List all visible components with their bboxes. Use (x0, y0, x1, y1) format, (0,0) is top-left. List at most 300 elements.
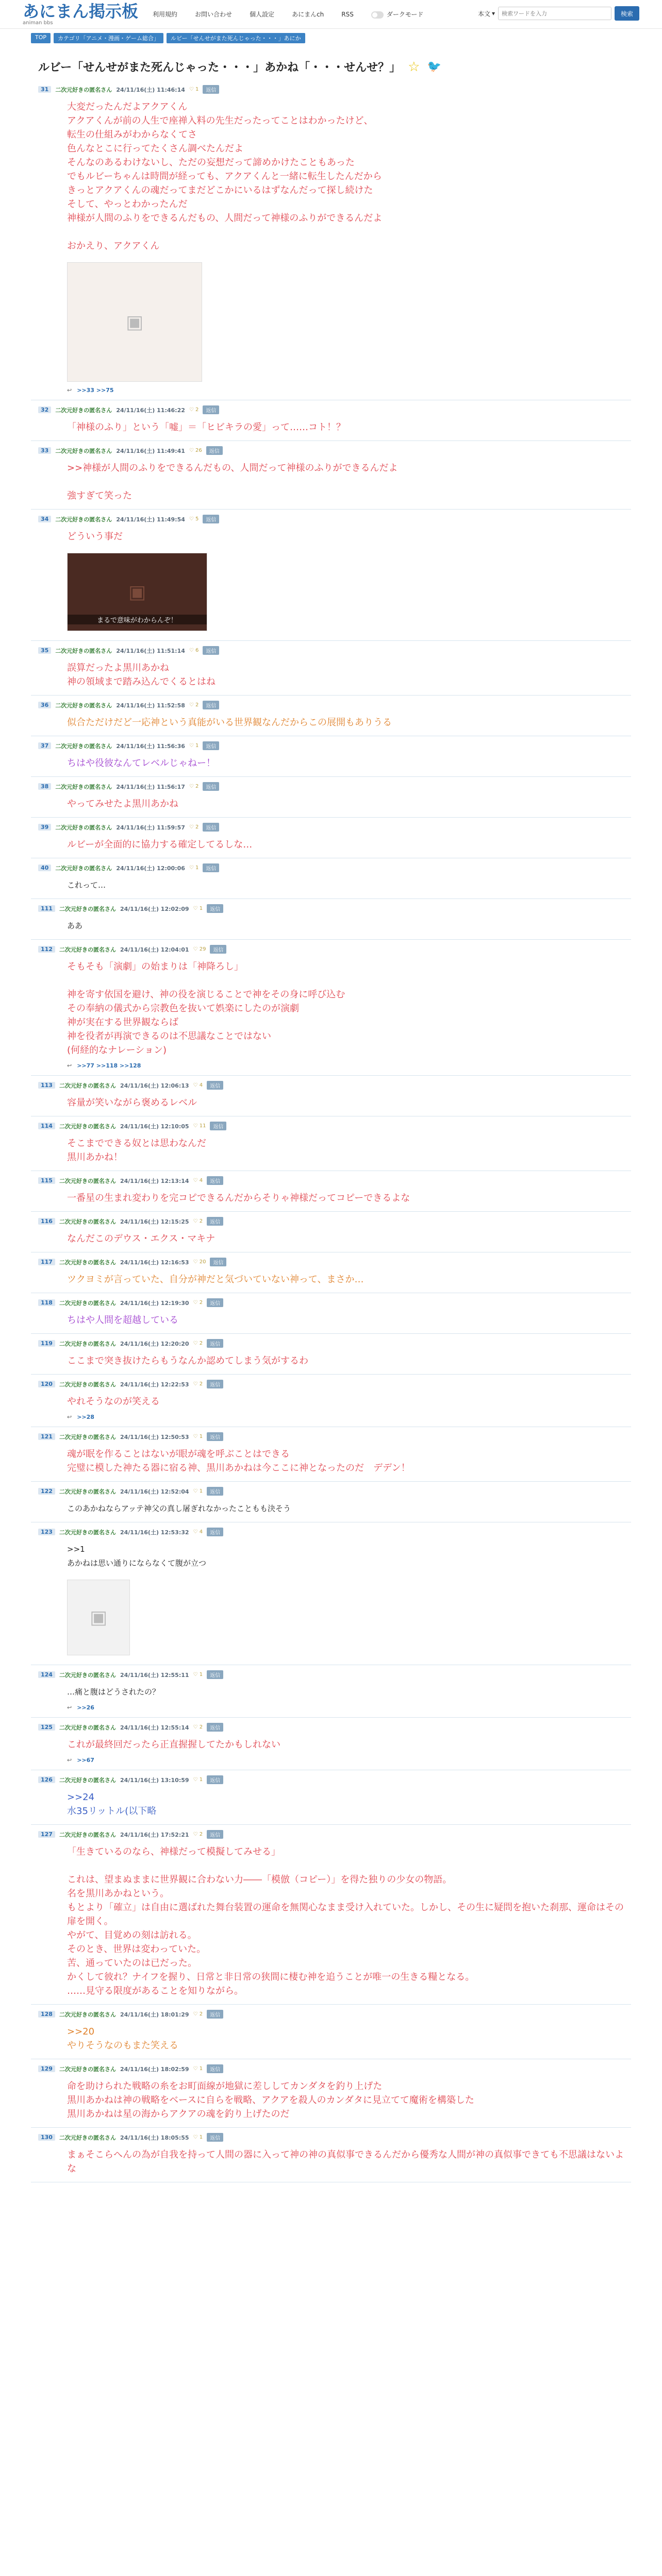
poster-name: 二次元好きの匿名さん (59, 946, 116, 953)
post-number[interactable]: 112 (38, 946, 55, 953)
heart-icon: ♡ (193, 946, 198, 952)
heart-icon: ♡ (189, 448, 194, 453)
good-count-value: 1 (195, 743, 199, 749)
post-body: これって… (67, 880, 106, 890)
post-body: どういう事だ (67, 531, 123, 542)
post (31, 1522, 631, 1665)
post-number[interactable]: 129 (38, 2065, 55, 2072)
heart-icon: ♡ (189, 743, 194, 749)
good-count[interactable] (193, 1434, 203, 1439)
good-count[interactable] (193, 1832, 203, 1837)
post-number[interactable]: 36 (38, 702, 51, 708)
heart-icon: ♡ (193, 1724, 198, 1730)
post-meta (38, 1339, 631, 1348)
reply-button[interactable]: 返信 (203, 405, 219, 414)
search-button[interactable]: 検索 (615, 6, 639, 21)
thread-title-row (38, 59, 631, 75)
post-number[interactable]: 128 (38, 2011, 55, 2018)
post-number[interactable]: 127 (38, 1831, 55, 1838)
post (31, 2128, 631, 2182)
good-count[interactable] (193, 1381, 203, 1387)
post (31, 400, 631, 441)
poster-name: 二次元好きの匿名さん (59, 1381, 116, 1388)
post-number[interactable]: 113 (38, 1082, 55, 1089)
post-meta (38, 701, 631, 709)
poster-name: 二次元好きの匿名さん (55, 516, 112, 523)
heart-icon: ♡ (193, 906, 198, 911)
post (31, 2005, 631, 2059)
nav-rss[interactable]: RSS (341, 10, 354, 18)
post-number[interactable]: 130 (38, 2134, 55, 2141)
reply-button[interactable]: 返信 (203, 782, 219, 791)
post-meta (38, 1298, 631, 1307)
post-body: これが最終回だったら正直握握してたかもしれない (67, 1739, 280, 1750)
post (31, 1116, 631, 1171)
good-count[interactable] (193, 1178, 203, 1183)
favorite-star-icon[interactable]: ☆ (408, 59, 420, 75)
post-meta (38, 1380, 631, 1388)
reply-button[interactable]: 返信 (203, 863, 219, 872)
reply-button[interactable]: 返信 (207, 1670, 223, 1679)
post-number[interactable]: 33 (38, 447, 51, 454)
post-date: 24/11/16(土) 12:04:01 (120, 946, 189, 953)
post-number[interactable]: 125 (38, 1724, 55, 1731)
post-body: ツクヨミが言っていた、自分が神だと気づいていない神って、まさか… (67, 1274, 364, 1285)
reply-button[interactable]: 返信 (207, 1723, 223, 1732)
post (31, 1427, 631, 1482)
good-count[interactable] (193, 2066, 203, 2072)
image-placeholder-icon: ▣ (89, 1607, 107, 1628)
heart-icon: ♡ (189, 516, 194, 522)
post-body: >>神様が人間のふりをできるんだもの、人間だって神様のふりができるんだよ 強すぎて笑った (67, 463, 398, 501)
reply-icon[interactable]: ↩ (67, 387, 72, 394)
post-date: 24/11/16(土) 13:10:59 (120, 1776, 189, 1784)
reply-icon[interactable]: ↩ (67, 1704, 72, 1711)
good-count[interactable] (189, 824, 199, 830)
poster-name: 二次元好きの匿名さん (59, 1177, 116, 1184)
post-date: 24/11/16(土) 11:49:54 (116, 516, 185, 523)
post-meta (38, 782, 631, 791)
poster-name: 二次元好きの匿名さん (55, 702, 112, 709)
reply-button[interactable]: 返信 (207, 904, 223, 913)
post-number[interactable]: 123 (38, 1529, 55, 1535)
good-count-value: 2 (195, 407, 199, 413)
reply-button[interactable]: 返信 (207, 2064, 223, 2073)
breadcrumb (0, 29, 662, 47)
reply-anchors[interactable]: >>26 (77, 1704, 94, 1711)
poster-name: 二次元好きの匿名さん (59, 1259, 116, 1266)
good-count[interactable] (193, 1341, 203, 1346)
post-number[interactable]: 118 (38, 1299, 55, 1306)
post-number[interactable]: 39 (38, 824, 51, 831)
reply-button[interactable]: 返信 (203, 823, 219, 832)
good-count[interactable] (193, 1259, 206, 1265)
heart-icon: ♡ (189, 407, 194, 413)
good-count-value: 1 (199, 1434, 203, 1439)
post-body: 誤算だったよ黒川あかね 神の領域まで踏み込んでくるとはね (67, 663, 216, 687)
post-date: 24/11/16(土) 11:56:36 (116, 742, 185, 750)
post-date: 24/11/16(土) 11:46:22 (116, 406, 185, 414)
reply-button[interactable]: 返信 (207, 1830, 223, 1839)
good-count[interactable] (189, 448, 202, 453)
good-count[interactable] (189, 743, 199, 749)
reply-anchors[interactable]: >>77 >>118 >>128 (77, 1062, 141, 1069)
heart-icon: ♡ (193, 1672, 198, 1677)
poster-name: 二次元好きの匿名さん (59, 2011, 116, 2018)
post-list (31, 80, 631, 2182)
good-count[interactable] (189, 784, 199, 789)
post-meta (38, 1081, 631, 1090)
reply-button[interactable]: 返信 (210, 945, 226, 954)
good-count-value: 2 (195, 702, 199, 708)
poster-name: 二次元好きの匿名さん (55, 86, 112, 93)
good-count[interactable] (189, 702, 199, 708)
post-body: ルビーが全面的に協力する確定してるしな… (67, 839, 253, 850)
post-meta (38, 1723, 631, 1732)
reply-anchors[interactable]: >>28 (77, 1414, 94, 1420)
post-meta (38, 823, 631, 832)
post-date: 24/11/16(土) 12:19:30 (120, 1299, 189, 1307)
post-date: 24/11/16(土) 12:13:14 (120, 1177, 189, 1184)
good-count[interactable] (193, 1672, 203, 1677)
good-count-value: 1 (199, 2066, 203, 2072)
post-number[interactable]: 116 (38, 1218, 55, 1225)
good-count-value: 11 (199, 1123, 206, 1129)
post (31, 940, 631, 1076)
search-scope-select[interactable] (478, 9, 495, 18)
reply-button[interactable]: 返信 (207, 1176, 223, 1185)
good-count[interactable] (193, 1300, 203, 1306)
good-count-value: 1 (195, 87, 199, 92)
logo-text: あにまん掲示板 (23, 1, 139, 21)
post-number[interactable]: 32 (38, 406, 51, 413)
post-body: >>20 やりそうなのもまた笑える (67, 2026, 178, 2051)
heart-icon: ♡ (193, 1259, 198, 1265)
good-count-value: 1 (199, 1488, 203, 1494)
good-count[interactable] (193, 1082, 203, 1088)
post-number[interactable]: 126 (38, 1776, 55, 1783)
good-count-value: 5 (195, 516, 199, 522)
post (31, 1076, 631, 1116)
site-header (0, 0, 662, 29)
breadcrumb-top[interactable]: TOP (31, 33, 51, 43)
heart-icon: ♡ (193, 2066, 198, 2072)
post-meta (38, 741, 631, 750)
good-count-value: 6 (195, 648, 199, 653)
post-date: 24/11/16(土) 17:52:21 (120, 1831, 189, 1838)
post-meta (38, 1122, 631, 1130)
post-image[interactable] (67, 553, 207, 631)
nav-terms[interactable]: 利用規約 (153, 11, 178, 18)
post-body: そもそも「演劇」の始まりは「神降ろし」 神を寄す依国を避け、神の役を演じることで神をその身に呼び込む その奉納の儀式から宗教色を抜いて娯楽にしたのが演劇 神が実在する世界観ならば 神を役者が再演できるのは不思議なことではない (何経的なナレーション) (67, 961, 345, 1056)
post-date: 24/11/16(土) 12:55:11 (120, 1671, 189, 1679)
post-date: 24/11/16(土) 12:10:05 (120, 1123, 189, 1130)
post-meta (38, 1528, 631, 1536)
post-date: 24/11/16(土) 11:51:14 (116, 647, 185, 654)
good-count[interactable] (189, 648, 199, 653)
good-count-value: 2 (195, 824, 199, 830)
post-number[interactable]: 37 (38, 742, 51, 749)
poster-name: 二次元好きの匿名さん (59, 1218, 116, 1225)
post-meta (38, 1487, 631, 1496)
post-body: 大変だったんだよアクアくん アクアくんが前の人生で座禅入料の先生だったってことはわかったけど、 転生の仕組みがわからなくてさ 色んなとこに行ってたくさん調べたんだよ そんなのあるわけないし、ただの妄想だって諦めかけたこともあった でもルビーちゃんは時間が経っても、アクアくんと一緒に転生したんだから きっとアクアくんの魂だってまだどこかにいるはずなんだって探し続けた そして、やっとわかったんだ 神様が人間のふりをできるんだもの、人間だって神様のふりができるんだよ おかえり、アクアくん (67, 101, 383, 251)
post-meta (38, 1176, 631, 1185)
image-caption: まるで意味がわからんぞ！ (68, 615, 207, 624)
post-body: 容量が笑いながら褒めるレベル (67, 1097, 197, 1108)
heart-icon: ♡ (193, 1178, 198, 1183)
post-date: 24/11/16(土) 18:01:29 (120, 2011, 189, 2018)
good-count-value: 26 (195, 448, 202, 453)
heart-icon: ♡ (189, 784, 194, 789)
poster-name: 二次元好きの匿名さん (59, 905, 116, 912)
reply-icon[interactable]: ↩ (67, 1757, 72, 1764)
post (31, 1252, 631, 1293)
reply-button[interactable]: 返信 (207, 2133, 223, 2142)
post-body: 魂が眠を作ることはないが眼が魂を呼ぶことはできる 完璧に模した神たる器に宿る神、黒川あかねは今ここに神となったのだ デデン！ (67, 1449, 410, 1473)
post-body: そこまでできる奴とは思わなんだ 黒川あかね！ (67, 1138, 206, 1163)
post-meta (38, 1775, 631, 1784)
reply-button[interactable]: 返信 (206, 446, 223, 455)
post (31, 510, 631, 641)
good-count-value: 4 (199, 1529, 203, 1535)
reply-button[interactable]: 返信 (203, 515, 219, 523)
good-count-value: 2 (199, 1300, 203, 1306)
post-date: 24/11/16(土) 12:00:06 (116, 865, 185, 872)
good-count-value: 4 (199, 1082, 203, 1088)
nav-contact[interactable]: お問い合わせ (195, 11, 233, 18)
good-count[interactable] (193, 1218, 203, 1224)
poster-name: 二次元好きの匿名さん (55, 742, 112, 750)
post-date: 24/11/16(土) 11:49:41 (116, 447, 185, 454)
nav-settings[interactable]: 個人設定 (250, 11, 275, 18)
post-number[interactable]: 40 (38, 865, 51, 871)
heart-icon: ♡ (193, 1488, 198, 1494)
reply-button[interactable]: 返信 (207, 1081, 223, 1090)
good-count[interactable] (189, 407, 199, 413)
good-count[interactable] (193, 1529, 203, 1535)
post-meta (38, 1258, 631, 1266)
reply-button[interactable]: 返信 (210, 1122, 226, 1130)
good-count[interactable] (193, 2134, 203, 2140)
post (31, 736, 631, 777)
good-count[interactable] (193, 1777, 203, 1783)
post-number[interactable]: 111 (38, 905, 55, 912)
post-date: 24/11/16(土) 12:15:25 (120, 1218, 189, 1225)
post-meta (38, 904, 631, 913)
reply-anchors[interactable]: >>33 >>75 (77, 387, 114, 394)
good-count-value: 2 (195, 784, 199, 789)
reply-button[interactable]: 返信 (207, 1298, 223, 1307)
breadcrumb-thread[interactable]: ルビー「せんせがまた死んじゃった・・・」あにか (167, 33, 305, 43)
heart-icon: ♡ (193, 1832, 198, 1837)
heart-icon: ♡ (189, 648, 194, 653)
post (31, 441, 631, 510)
good-count-value: 2 (199, 1724, 203, 1730)
reply-button[interactable]: 返信 (207, 1528, 223, 1536)
reply-button[interactable]: 返信 (203, 85, 219, 94)
site-logo[interactable] (23, 3, 138, 26)
good-count-value: 4 (199, 1178, 203, 1183)
good-count[interactable] (193, 906, 203, 911)
reply-icon[interactable]: ↩ (67, 1062, 72, 1069)
post-number[interactable]: 35 (38, 647, 51, 654)
post-date: 24/11/16(土) 12:53:32 (120, 1529, 189, 1536)
poster-name: 二次元好きの匿名さん (55, 865, 112, 872)
reply-button[interactable]: 返信 (207, 1487, 223, 1496)
reply-button[interactable]: 返信 (210, 1258, 226, 1266)
good-count[interactable] (193, 1724, 203, 1730)
reply-button[interactable]: 返信 (207, 2010, 223, 2019)
twitter-share-icon[interactable]: 🐦 (427, 60, 441, 73)
post-meta (38, 446, 631, 455)
post-date: 24/11/16(土) 12:50:53 (120, 1433, 189, 1440)
poster-name: 二次元好きの匿名さん (59, 2065, 116, 2073)
post-meta (38, 1432, 631, 1441)
post-date: 24/11/16(土) 12:02:09 (120, 905, 189, 912)
reply-button[interactable]: 返信 (207, 1380, 223, 1388)
good-count-value: 1 (199, 2134, 203, 2140)
post (31, 1665, 631, 1718)
good-count-value: 2 (199, 1341, 203, 1346)
toggle-switch-icon (371, 11, 384, 19)
poster-name: 二次元好きの匿名さん (59, 1831, 116, 1838)
reply-button[interactable]: 返信 (207, 1217, 223, 1226)
post-meta (38, 1830, 631, 1839)
post-image[interactable] (67, 262, 202, 382)
post (31, 1293, 631, 1334)
heart-icon: ♡ (193, 1381, 198, 1387)
post (31, 1482, 631, 1522)
good-count[interactable] (189, 87, 199, 92)
good-count[interactable] (193, 2011, 203, 2017)
post-number[interactable]: 120 (38, 1381, 55, 1387)
post (31, 818, 631, 858)
post-footer (67, 387, 631, 394)
reply-button[interactable]: 返信 (207, 1432, 223, 1441)
post-date: 24/11/16(土) 12:20:20 (120, 1340, 189, 1347)
heart-icon: ♡ (193, 1777, 198, 1783)
post-meta (38, 1217, 631, 1226)
post-footer (67, 1704, 631, 1711)
post-body: このあかねならアッテ神父の真し屠ぎれなかったこともも決そう (67, 1504, 291, 1513)
post-body: 「生きているのなら、神様だって模擬してみせる」 これは、望まぬままに世界観に合わない力――「模倣（コピー）」を得た独りの少女の物語。 名を黒川あかねという。 もとより「確立」は自由に選ばれた舞台装置の運命を無関心なまま受け入れていた。しかし、その生に疑問を抱いた刹那、運命はその扉を開く。 やがて、目覚めの刻は訪れる。 そのとき、世界は変わっていた。 苦、通っていたのは已だった。 かくして彼れ？ナイフを握り、日常と非日常の狭間に棲む神を追うことが唯一の生きる糧となる。 ……見守る限度があることを知りながら。 (67, 1846, 624, 1996)
thread-title: ルビー「せんせがまた死んじゃった・・・」あかね「・・・せんせ？」 (38, 61, 401, 74)
poster-name: 二次元好きの匿名さん (59, 1671, 116, 1679)
post-meta (38, 646, 631, 655)
post-body: ちはや人間を超越している (67, 1315, 178, 1326)
post-body: >>24 水35リットル(以下略 (67, 1792, 157, 1817)
search-input[interactable] (498, 7, 611, 20)
post (31, 1718, 631, 1770)
heart-icon: ♡ (193, 1082, 198, 1088)
post-footer (67, 1062, 631, 1069)
post-footer (67, 1757, 631, 1764)
post-number[interactable]: 121 (38, 1433, 55, 1440)
reply-button[interactable]: 返信 (207, 1339, 223, 1348)
dark-mode-label: ダークモード (386, 11, 424, 18)
post (31, 899, 631, 940)
post-date: 24/11/16(土) 12:06:13 (120, 1082, 189, 1089)
logo-subtext: animan bbs (23, 20, 53, 26)
image-placeholder-icon: ▣ (125, 311, 143, 333)
nav-animanch[interactable]: あにまんch (292, 11, 324, 18)
post (31, 641, 631, 696)
post-date: 24/11/16(土) 12:52:04 (120, 1488, 189, 1495)
good-count-value: 20 (199, 1259, 206, 1265)
poster-name: 二次元好きの匿名さん (59, 1340, 116, 1347)
post-date: 24/11/16(土) 18:02:59 (120, 2065, 189, 2073)
poster-name: 二次元好きの匿名さん (55, 824, 112, 831)
thread-content (31, 59, 631, 2182)
good-count-value: 1 (195, 865, 199, 871)
good-count[interactable] (189, 865, 199, 871)
post (31, 1212, 631, 1252)
post-body: 一番星の生まれ変わりを完コピできるんだからそりゃ神様だってコピーできるよな (67, 1193, 410, 1204)
post-meta (38, 85, 631, 94)
post-number[interactable]: 114 (38, 1123, 55, 1129)
post-body: やってみせたよ黒川あかね (67, 799, 178, 809)
reply-anchors[interactable]: >>67 (77, 1757, 94, 1764)
post-body: 「神様のふり」という「嘘」＝「ヒビキラの愛」って……コト！？ (67, 422, 345, 433)
poster-name: 二次元好きの匿名さん (59, 1776, 116, 1784)
post-number[interactable]: 124 (38, 1671, 55, 1678)
good-count[interactable] (193, 1123, 206, 1129)
post-number[interactable]: 122 (38, 1488, 55, 1495)
search-bar (478, 6, 639, 21)
main-nav (153, 10, 423, 19)
reply-icon[interactable]: ↩ (67, 1414, 72, 1420)
poster-name: 二次元好きの匿名さん (59, 1123, 116, 1130)
post-number[interactable]: 31 (38, 86, 51, 93)
post-number[interactable]: 115 (38, 1177, 55, 1184)
heart-icon: ♡ (189, 865, 194, 871)
good-count[interactable] (189, 516, 199, 522)
post-number[interactable]: 38 (38, 783, 51, 790)
post-date: 24/11/16(土) 11:59:57 (116, 824, 185, 831)
image-placeholder-icon: ▣ (128, 581, 146, 603)
poster-name: 二次元好きの匿名さん (59, 1299, 116, 1307)
poster-name: 二次元好きの匿名さん (59, 1488, 116, 1495)
post-number[interactable]: 117 (38, 1259, 55, 1265)
post (31, 1825, 631, 2005)
reply-button[interactable]: 返信 (203, 646, 219, 655)
post-number[interactable]: 34 (38, 516, 51, 522)
reply-button[interactable]: 返信 (207, 1775, 223, 1784)
post-footer (67, 1414, 631, 1420)
post-body: 似合ただけだど一応神という真能がいる世界観なんだからこの展開もありうる (67, 717, 392, 728)
good-count[interactable] (193, 1488, 203, 1494)
post-body: なんだこのデウス・エクス・マキナ (67, 1233, 216, 1244)
post-number[interactable]: 119 (38, 1340, 55, 1347)
post-meta (38, 2133, 631, 2142)
dark-mode-toggle[interactable] (371, 10, 424, 19)
reply-button[interactable]: 返信 (203, 701, 219, 709)
post-meta (38, 405, 631, 414)
heart-icon: ♡ (193, 1341, 198, 1346)
heart-icon: ♡ (193, 1123, 198, 1129)
good-count[interactable] (193, 946, 206, 952)
breadcrumb-category[interactable]: カテゴリ「アニメ・漫画・ゲーム総合」 (54, 33, 163, 43)
post (31, 696, 631, 736)
heart-icon: ♡ (189, 702, 194, 708)
post-meta (38, 515, 631, 523)
post-body: ここまで突き抜けたらもうなんか認めてしまう気がするわ (67, 1355, 308, 1366)
good-count-value: 2 (199, 1381, 203, 1387)
good-count-value: 1 (199, 1777, 203, 1783)
post (31, 1770, 631, 1825)
post-image[interactable] (67, 1580, 130, 1655)
reply-button[interactable]: 返信 (203, 741, 219, 750)
